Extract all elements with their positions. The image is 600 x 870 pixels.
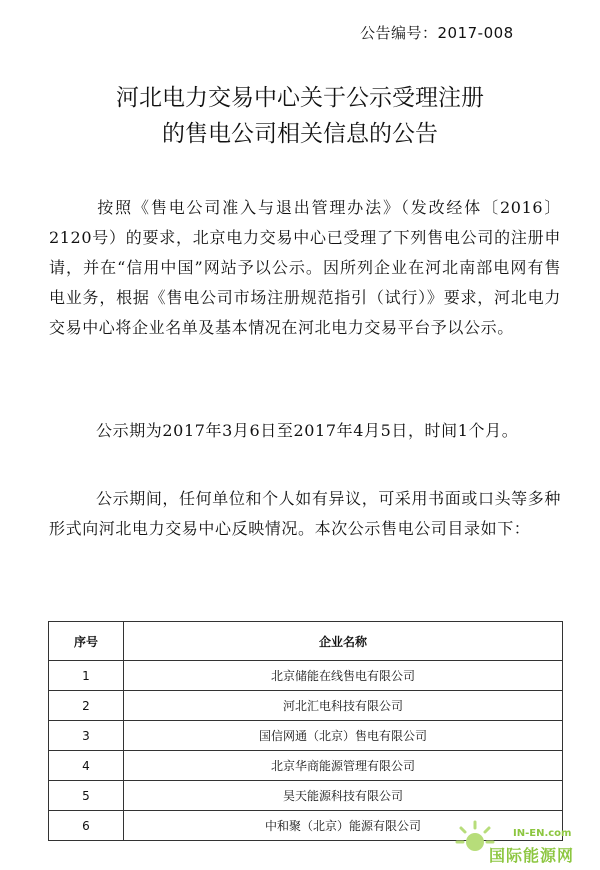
table-row xyxy=(49,751,563,781)
row-number: 2 xyxy=(49,691,124,721)
table-row xyxy=(49,691,563,721)
paragraph-1-text: 按照《售电公司准入与退出管理办法》（发改经体〔2016〕2120号）的要求，北京电力交易中心已受理了下列售电公司的注册申请，并在“信用中国”网站予以公示。因所列企业在河北南部电网有售电业务，根据《售电公司市场注册规范指引（试行）》要求，河北电力交易中心将企业名单及基本情况在河北电力交易平台予以公示。 xyxy=(49,198,561,337)
title-line-2: 的售电公司相关信息的公告 xyxy=(162,121,438,147)
table-row xyxy=(49,721,563,751)
paragraph-3-text: 公示期间，任何单位和个人如有异议，可采用书面或口头等多种形式向河北电力交易中心反映情况。本次公示售电公司目录如下： xyxy=(49,489,561,538)
announcement-number: 公告编号：2017-008 xyxy=(360,24,514,42)
paragraph-2-text: 公示期为2017年3月6日至2017年4月5日，时间1个月。 xyxy=(96,421,519,440)
row-number: 6 xyxy=(49,811,124,841)
table-row xyxy=(49,661,563,691)
company-name: 北京华商能源管理有限公司 xyxy=(124,751,563,781)
header-company-name: 企业名称 xyxy=(124,622,563,661)
document-title xyxy=(0,80,600,152)
title-line-1: 河北电力交易中心关于公示受理注册 xyxy=(116,85,484,111)
company-name: 国信网通（北京）售电有限公司 xyxy=(124,721,563,751)
company-table xyxy=(48,621,563,841)
watermark-name: 国际能源网 xyxy=(489,846,575,865)
row-number: 3 xyxy=(49,721,124,751)
watermark-site: IN-EN.com xyxy=(513,828,572,839)
paragraph-2 xyxy=(49,416,561,446)
company-name: 北京储能在线售电有限公司 xyxy=(124,661,563,691)
row-number: 5 xyxy=(49,781,124,811)
company-name: 中和聚（北京）能源有限公司 xyxy=(124,811,563,841)
company-name: 河北汇电科技有限公司 xyxy=(124,691,563,721)
company-name: 昊天能源科技有限公司 xyxy=(124,781,563,811)
table-header-row xyxy=(49,622,563,661)
paragraph-1 xyxy=(49,193,561,343)
header-serial-number: 序号 xyxy=(49,622,124,661)
row-number: 1 xyxy=(49,661,124,691)
row-number: 4 xyxy=(49,751,124,781)
paragraph-3 xyxy=(49,484,561,544)
watermark-logo xyxy=(455,810,595,868)
table-row xyxy=(49,781,563,811)
